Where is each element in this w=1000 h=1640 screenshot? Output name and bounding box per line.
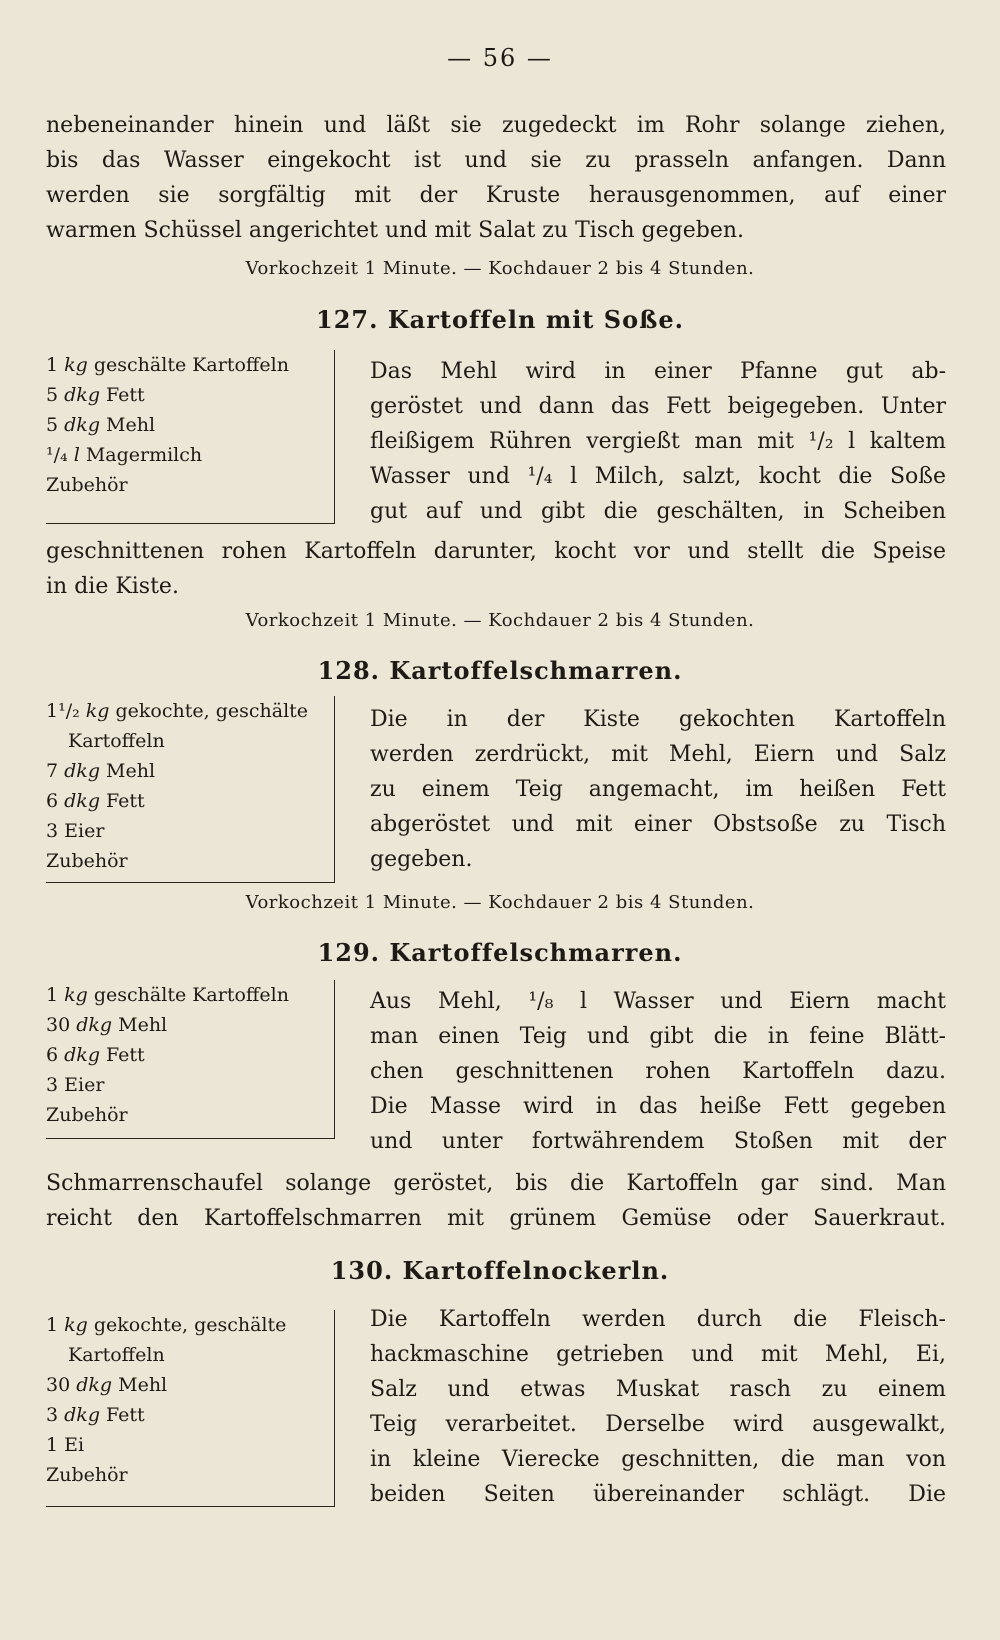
text-line: Salz und etwas Muskat rasch zu einem — [370, 1377, 946, 1402]
recipe-text-127 — [370, 354, 946, 529]
text-line: werden zerdrückt, mit Mehl, Eiern und Salz — [370, 742, 946, 767]
text-line: warmen Schüssel angerichtet und mit Salat zu Tisch gegeben. — [46, 218, 745, 243]
text-line: beiden Seiten übereinander schlägt. Die — [370, 1482, 946, 1507]
ingredient: 30 dkg Mehl — [46, 1374, 168, 1396]
text-line: gut auf und gibt die geschälten, in Scheiben — [370, 499, 946, 524]
page-number: — 56 — — [447, 44, 553, 72]
ingredient: 5 dkg Mehl — [46, 414, 156, 436]
ingredient: 3 Eier — [46, 1074, 105, 1096]
ingredient: 30 dkg Mehl — [46, 1014, 168, 1036]
ingredient: ¹/₄ l Magermilch — [46, 444, 203, 466]
cooking-time: Vorkochzeit 1 Minute. — Kochdauer 2 bis 4 Stunden. — [245, 610, 755, 631]
ingredient: 1 kg gekochte, geschälte — [46, 1314, 287, 1336]
text-line: und unter fortwährendem Stoßen mit der — [370, 1129, 946, 1154]
ingredient: 1 kg geschälte Kartoffeln — [46, 354, 289, 376]
ingredient: 1 kg geschälte Kartoffeln — [46, 984, 289, 1006]
ingredient: 6 dkg Fett — [46, 790, 145, 812]
text-line: gegeben. — [370, 847, 473, 872]
text-line: chen geschnittenen rohen Kartoffeln dazu. — [370, 1059, 946, 1084]
recipe-text-127-cont — [46, 534, 946, 604]
intro-paragraph — [46, 108, 946, 248]
ingredient-box-128 — [46, 696, 335, 883]
ingredient: 6 dkg Fett — [46, 1044, 145, 1066]
ingredient: Zubehör — [46, 1104, 128, 1126]
text-line: reicht den Kartoffelschmarren mit grünem Gemüse oder Sauerkraut. — [46, 1206, 946, 1231]
recipe-title-130: 130. Kartoffelnockerln. — [330, 1256, 670, 1285]
text-line: geschnittenen rohen Kartoffeln darunter, kocht vor und stellt die Speise — [46, 539, 946, 564]
text-line: Das Mehl wird in einer Pfanne gut ab- — [370, 359, 946, 384]
text-line: Wasser und ¹/₄ l Milch, salzt, kocht die Soße — [370, 464, 946, 489]
ingredient: Kartoffeln — [68, 1344, 165, 1366]
ingredient-box-127 — [46, 350, 335, 524]
ingredient: Zubehör — [46, 1464, 128, 1486]
ingredient-box-130 — [46, 1310, 335, 1507]
recipe-text-130 — [370, 1302, 946, 1512]
text-line: Aus Mehl, ¹/₈ l Wasser und Eiern macht — [370, 989, 946, 1014]
ingredient: 3 Eier — [46, 820, 105, 842]
text-line: geröstet und dann das Fett beigegeben. Unter — [370, 394, 946, 419]
text-line: Die Kartoffeln werden durch die Fleisch- — [370, 1307, 946, 1332]
recipe-title-128: 128. Kartoffelschmarren. — [317, 656, 683, 685]
text-line: Die Masse wird in das heiße Fett gegeben — [370, 1094, 946, 1119]
ingredient: 5 dkg Fett — [46, 384, 145, 406]
ingredient: Zubehör — [46, 474, 128, 496]
text-line: Die in der Kiste gekochten Kartoffeln — [370, 707, 946, 732]
recipe-text-129 — [370, 984, 946, 1159]
ingredient: 3 dkg Fett — [46, 1404, 145, 1426]
ingredient: Kartoffeln — [68, 730, 165, 752]
ingredient-box-129 — [46, 980, 335, 1139]
text-line: bis das Wasser eingekocht ist und sie zu prasseln anfangen. Dann — [46, 148, 946, 173]
text-line: abgeröstet und mit einer Obstsoße zu Tisch — [370, 812, 946, 837]
ingredient: Zubehör — [46, 850, 128, 872]
text-line: man einen Teig und gibt die in feine Blätt- — [370, 1024, 946, 1049]
recipe-text-129-cont — [46, 1166, 946, 1236]
recipe-title-127: 127. Kartoffeln mit Soße. — [316, 305, 684, 334]
ingredient: 1 Ei — [46, 1434, 85, 1456]
text-line: hackmaschine getrieben und mit Mehl, Ei, — [370, 1342, 946, 1367]
text-line: Schmarrenschaufel solange geröstet, bis die Kartoffeln gar sind. Man — [46, 1171, 946, 1196]
text-line: nebeneinander hinein und läßt sie zugedeckt im Rohr solange ziehen, — [46, 113, 946, 138]
text-line: in die Kiste. — [46, 574, 179, 599]
ingredient: 1¹/₂ kg gekochte, geschälte — [46, 700, 309, 722]
text-line: Teig verarbeitet. Derselbe wird ausgewalkt, — [370, 1412, 946, 1437]
text-line: fleißigem Rühren vergießt man mit ¹/₂ l kaltem — [370, 429, 946, 454]
text-line: werden sie sorgfältig mit der Kruste herausgenommen, auf einer — [46, 183, 946, 208]
ingredient: 7 dkg Mehl — [46, 760, 156, 782]
cooking-time: Vorkochzeit 1 Minute. — Kochdauer 2 bis 4 Stunden. — [245, 892, 755, 913]
text-line: in kleine Vierecke geschnitten, die man von — [370, 1447, 946, 1472]
cooking-time: Vorkochzeit 1 Minute. — Kochdauer 2 bis 4 Stunden. — [245, 258, 755, 279]
text-line: zu einem Teig angemacht, im heißen Fett — [370, 777, 946, 802]
recipe-text-128 — [370, 702, 946, 877]
recipe-title-129: 129. Kartoffelschmarren. — [317, 938, 683, 967]
